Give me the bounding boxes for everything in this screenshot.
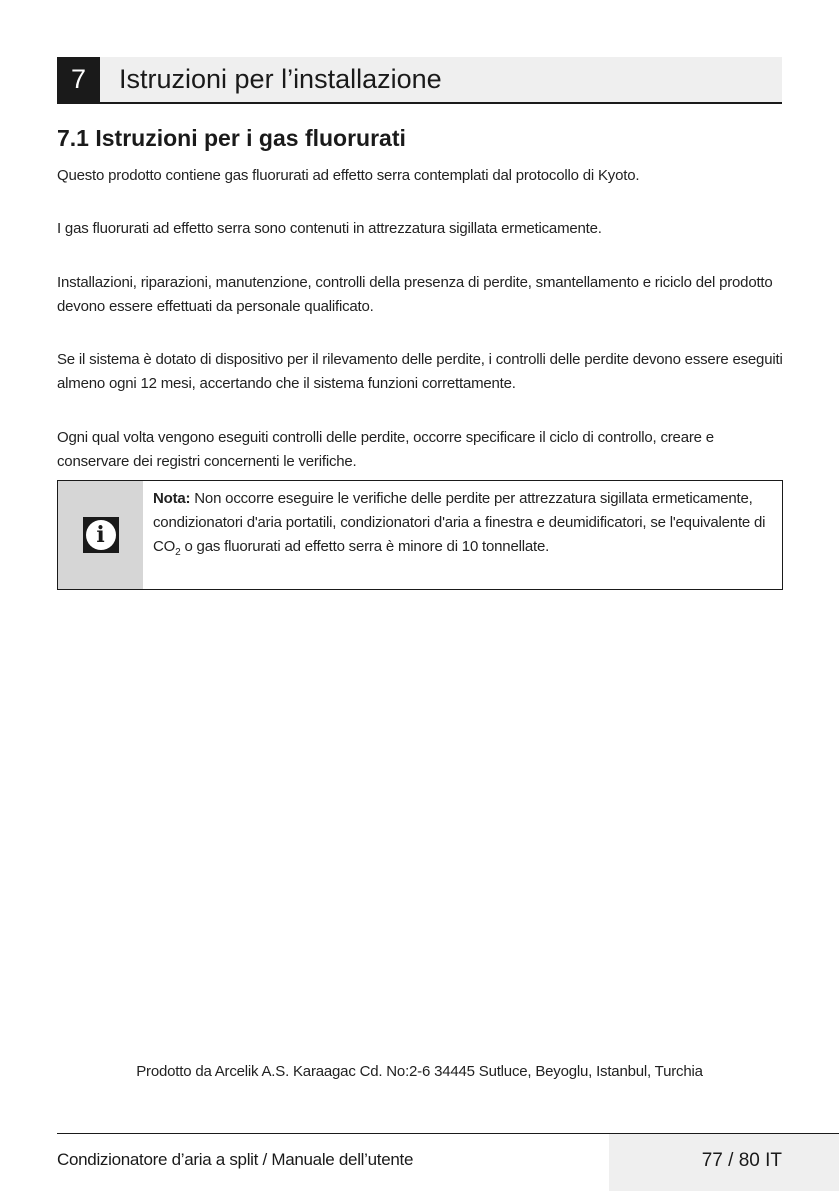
note-subscript: 2: [175, 547, 181, 558]
chapter-header: [57, 57, 782, 104]
chapter-title: Istruzioni per l’installazione: [119, 64, 442, 94]
note-box: [57, 480, 783, 590]
paragraph-kyoto: Questo prodotto contiene gas fluorurati ad effetto serra contemplati dal protocollo di Kyoto.: [57, 167, 640, 184]
note-text: [153, 487, 768, 565]
note-text-part-2: o gas fluorurati ad effetto serra è minore di 10 tonnellate.: [180, 538, 550, 555]
section-title: 7.1 Istruzioni per i gas fluorurati: [57, 125, 406, 151]
note-text-part-1: Non occorre eseguire le verifiche delle perdite per attrezzatura sigillata ermeticamente, condizionatori d'aria portatili, condizionatori d'aria a finestra e deumidificatori, se l'equivalente di CO: [153, 490, 766, 555]
info-icon: [83, 517, 119, 553]
note-label: Nota:: [153, 490, 191, 507]
paragraph-records: Ogni qual volta vengono eseguiti controlli delle perdite, occorre specificare il ciclo di controllo, creare e conservare dei registri concernenti le verifiche.: [57, 429, 714, 470]
paragraph-leak-detection: Se il sistema è dotato di dispositivo per il rilevamento delle perdite, i controlli delle perdite devono essere eseguiti almeno ogni 12 mesi, accertando che il sistema funzioni correttamente.: [57, 351, 783, 392]
page-number: 77 / 80 IT: [701, 1150, 782, 1171]
paragraph-sealed-equipment: I gas fluorurati ad effetto serra sono contenuti in attrezzatura sigillata ermeticamente.: [57, 220, 602, 237]
paragraph-qualified-personnel: Installazioni, riparazioni, manutenzione, controlli della presenza di perdite, smantellamento e riciclo del prodotto devono essere effettuati da personale qualificato.: [57, 274, 773, 315]
info-icon-glyph: i: [86, 520, 116, 550]
manufacturer-info: Prodotto da Arcelik A.S. Karaagac Cd. No:2-6 34445 Sutluce, Beyoglu, Istanbul, Turchia: [136, 1063, 703, 1080]
footer-title: Condizionatore d’aria a split / Manuale dell’utente: [57, 1150, 414, 1169]
chapter-number: 7: [57, 57, 100, 102]
footer-page-box: [609, 1134, 839, 1191]
note-sidebar: [58, 481, 143, 589]
